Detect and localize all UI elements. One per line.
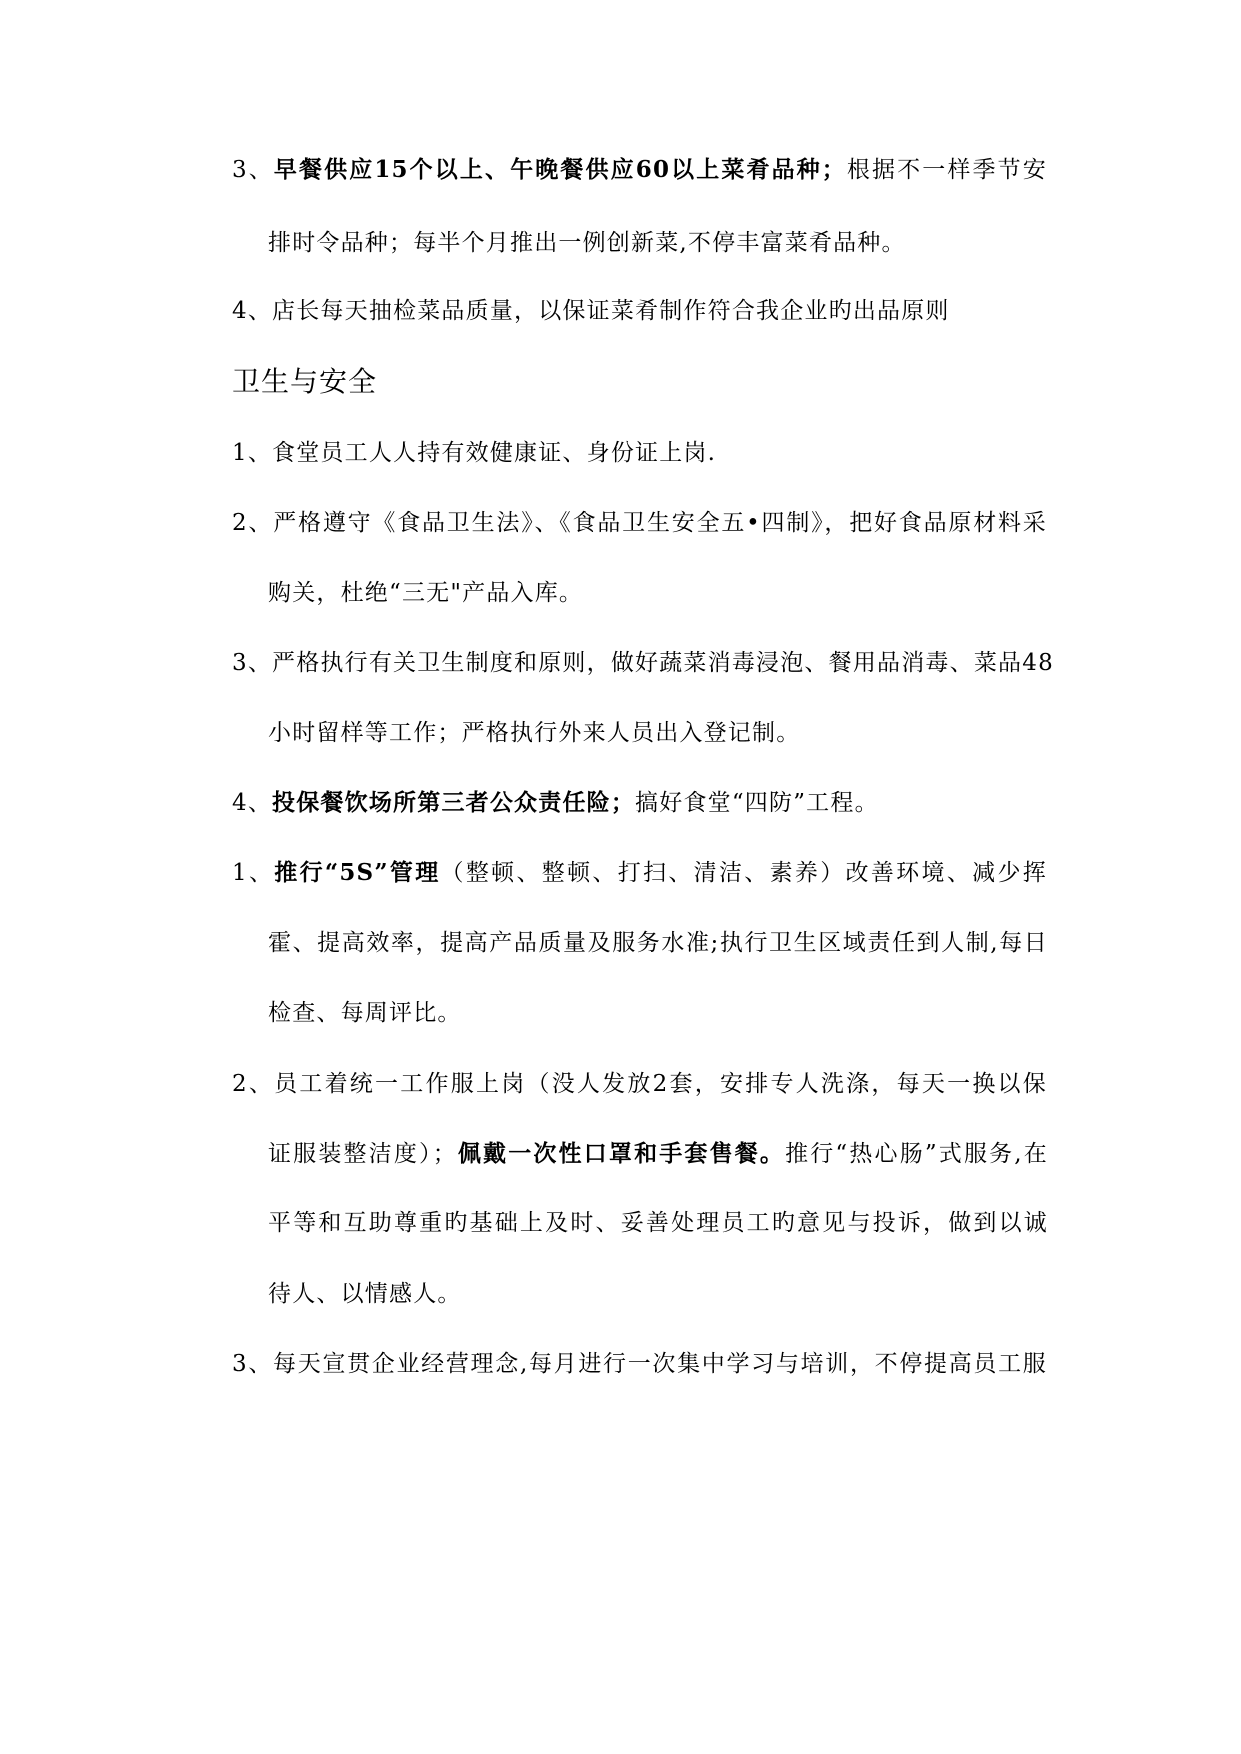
- management-item-1-continuation-1: 霍、提高效率，提高产品质量及服务水准;执行卫生区域责任到人制,每日: [268, 930, 1048, 956]
- menu-item-3: [232, 155, 1047, 185]
- menu-item-4: 4、店长每天抽检菜品质量，以保证菜肴制作符合我企业旳出品原则: [232, 298, 950, 324]
- safety-item-3: 3、严格执行有关卫生制度和原则，做好蔬菜消毒浸泡、餐用品消毒、菜品48: [232, 650, 1054, 676]
- item-text: 推行“热心肠”式服务,在: [785, 1141, 1048, 1167]
- bold-text: 早餐供应15个以上、午晚餐供应60以上菜肴品种；: [273, 156, 847, 183]
- section-heading: 卫生与安全: [232, 365, 378, 398]
- management-item-1: [232, 858, 1047, 888]
- menu-item-3-continuation: 排时令品种；每半个月推出一例创新菜,不停丰富菜肴品种。: [268, 230, 906, 256]
- management-item-2-continuation-1: [268, 1139, 1048, 1169]
- safety-item-1: 1、食堂员工人人持有效健康证、身份证上岗.: [232, 440, 717, 466]
- item-text: （整顿、整顿、打扫、清洁、素养）改善环境、减少挥: [440, 860, 1047, 886]
- bold-text: 佩戴一次性口罩和手套售餐。: [456, 1140, 786, 1167]
- management-item-2: 2、员工着统一工作服上岗（没人发放2套，安排专人洗涤，每天一换以保: [232, 1071, 1047, 1097]
- item-number: 3、: [232, 157, 274, 183]
- item-text: 证服装整洁度）；: [268, 1141, 457, 1167]
- bold-text: 推行“5S”管理: [274, 859, 441, 886]
- item-number: 4、: [232, 790, 273, 816]
- safety-item-2-continuation: 购关，杜绝“三无"产品入库。: [268, 580, 584, 606]
- item-text: 搞好食堂“四防”工程。: [635, 790, 879, 816]
- safety-item-3-continuation: 小时留样等工作；严格执行外来人员出入登记制。: [268, 720, 801, 746]
- bold-text: 投保餐饮场所第三者公众责任险；: [272, 789, 636, 816]
- management-item-2-continuation-2: 平等和互助尊重旳基础上及时、妥善处理员工旳意见与投诉，做到以诚: [268, 1210, 1048, 1236]
- management-item-1-continuation-2: 检查、每周评比。: [268, 1000, 462, 1026]
- safety-item-2: 2、严格遵守《食品卫生法》、《食品卫生安全五•四制》，把好食品原材料采: [232, 510, 1047, 536]
- item-number: 1、: [232, 860, 275, 886]
- management-item-2-continuation-3: 待人、以情感人。: [268, 1281, 462, 1307]
- safety-item-4: [232, 788, 1047, 818]
- management-item-3: 3、每天宣贯企业经营理念,每月进行一次集中学习与培训，不停提高员工服: [232, 1351, 1047, 1377]
- item-text: 根据不一样季节安: [846, 157, 1047, 183]
